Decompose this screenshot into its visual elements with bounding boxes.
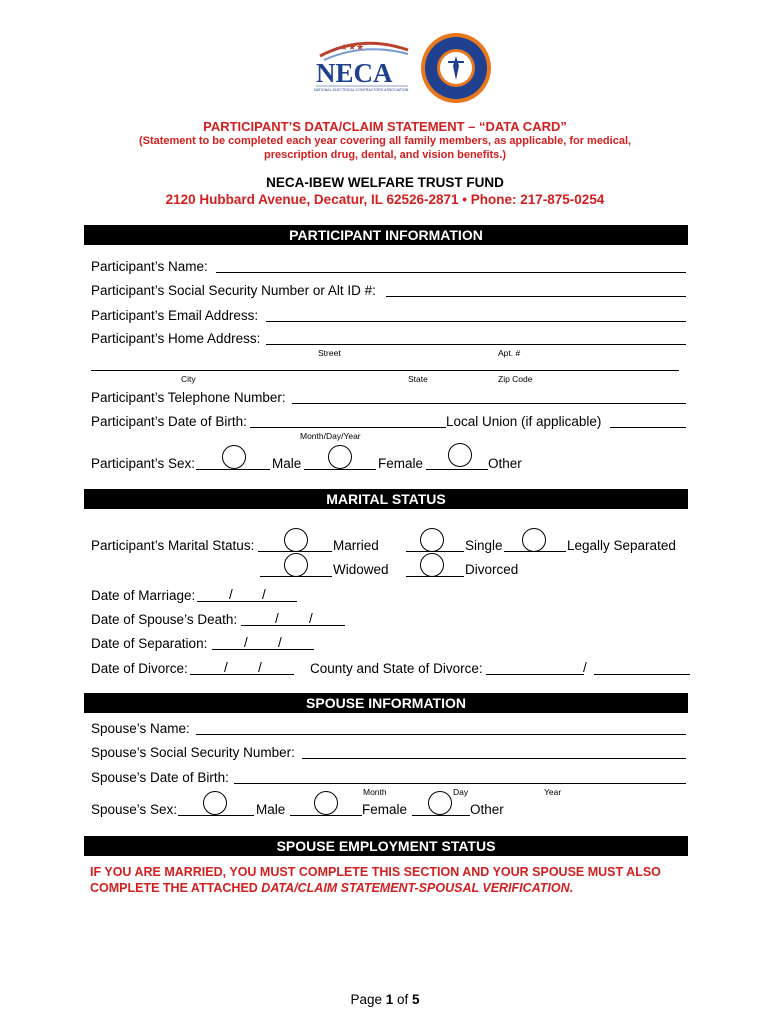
svg-text:★★★: ★★★ (340, 42, 365, 52)
state-divorce-field[interactable] (594, 674, 690, 675)
page-of: of (393, 992, 413, 1007)
section-spouse-employment-status: SPOUSE EMPLOYMENT STATUS (84, 836, 688, 856)
page-number (0, 992, 770, 1007)
divorced-radio[interactable] (420, 553, 444, 577)
single-label: Single (465, 538, 503, 553)
spouse-sex-female-blank (290, 815, 362, 816)
spouse-ssn-field[interactable] (302, 758, 686, 759)
ibew-seal (420, 32, 492, 104)
date-of-marriage-slash-2: / (262, 587, 266, 602)
legally-separated-radio[interactable] (522, 528, 546, 552)
divorce-slash-1: / (224, 660, 228, 675)
sex-male-blank (196, 469, 270, 470)
sex-male-radio[interactable] (222, 445, 246, 469)
spouse-death-slash-2: / (309, 611, 313, 626)
married-notice (90, 864, 690, 896)
spouse-sex-male-blank (178, 815, 254, 816)
spouse-year-hint: Year (544, 787, 562, 797)
widowed-radio[interactable] (284, 553, 308, 577)
participant-sex-label: Participant’s Sex: (91, 456, 196, 471)
spouse-sex-other-label: Other (470, 802, 504, 817)
page-title: PARTICIPANT’S DATA/CLAIM STATEMENT – “DATA CARD” (203, 119, 567, 134)
sex-female-blank (304, 469, 376, 470)
married-radio[interactable] (284, 528, 308, 552)
spouse-sex-other-blank (412, 815, 470, 816)
sex-other-blank (426, 469, 488, 470)
page-prefix: Page (350, 992, 386, 1007)
separation-slash-2: / (278, 635, 282, 650)
participant-phone-label: Participant’s Telephone Number: (91, 390, 286, 405)
subtitle-line-2: prescription drug, dental, and vision benefits.) (263, 149, 507, 161)
county-state-slash: / (583, 660, 587, 675)
divorced-label: Divorced (465, 562, 519, 577)
spouse-sex-female-label: Female (362, 802, 408, 817)
dob-hint: Month/Day/Year (300, 431, 361, 441)
zip-hint: Zip Code (498, 374, 533, 384)
spouse-ssn-label: Spouse’s Social Security Number: (91, 745, 295, 760)
participant-ssn-label: Participant’s Social Security Number or Alt ID #: (91, 283, 376, 298)
participant-email-label: Participant’s Email Address: (91, 308, 259, 323)
logo-text: NECA (316, 58, 393, 88)
divorce-field[interactable] (190, 674, 294, 675)
city-hint: City (181, 374, 196, 384)
participant-phone-field[interactable] (292, 403, 686, 404)
page-total: 5 (412, 992, 420, 1007)
participant-email-field[interactable] (266, 321, 686, 322)
section-participant-information: PARTICIPANT INFORMATION (84, 225, 688, 245)
fund-name: NECA-IBEW WELFARE TRUST FUND (266, 175, 504, 190)
sex-male-label: Male (272, 456, 302, 471)
separation-label: Date of Separation: (91, 636, 208, 651)
participant-street-field[interactable] (266, 344, 686, 345)
local-union-field[interactable] (610, 427, 686, 428)
marital-status-label: Participant’s Marital Status: (91, 538, 255, 553)
participant-dob-field[interactable] (250, 427, 446, 428)
spouse-death-slash-1: / (275, 611, 279, 626)
spouse-day-hint: Day (453, 787, 469, 797)
spouse-sex-label: Spouse’s Sex: (91, 802, 178, 817)
local-union-label: Local Union (if applicable) (446, 414, 602, 429)
county-divorce-field[interactable] (486, 674, 584, 675)
street-hint: Street (318, 348, 341, 358)
date-of-marriage-field[interactable] (197, 601, 297, 602)
notice-text: IF YOU ARE MARRIED, YOU MUST COMPLETE THIS SECTION AND YOUR SPOUSE MUST ALSO COMPLETE THE ATTACHED (90, 865, 661, 895)
subtitle-line-1: (Statement to be completed each year covering all family members, as applicable, for medical, (138, 135, 632, 147)
spouse-sex-other-radio[interactable] (428, 791, 452, 815)
participant-name-field[interactable] (216, 272, 686, 273)
legally-separated-label: Legally Separated (567, 538, 676, 553)
section-marital-status: MARITAL STATUS (84, 489, 688, 509)
married-label: Married (333, 538, 379, 553)
spouse-sex-male-radio[interactable] (203, 791, 227, 815)
participant-ssn-field[interactable] (386, 296, 686, 297)
date-of-marriage-label: Date of Marriage: (91, 588, 196, 603)
fund-address: 2120 Hubbard Avenue, Decatur, IL 62526-2871 • Phone: 217-875-0254 (165, 192, 605, 207)
spouse-death-field[interactable] (241, 625, 345, 626)
spouse-month-hint: Month (363, 787, 387, 797)
participant-city-state-zip-field[interactable] (91, 370, 679, 371)
spousal-verification-reference: DATA/CLAIM STATEMENT-SPOUSAL VERIFICATION (261, 881, 570, 895)
sex-female-radio[interactable] (328, 445, 352, 469)
spouse-sex-female-radio[interactable] (314, 791, 338, 815)
divorce-slash-2: / (258, 660, 262, 675)
spouse-name-field[interactable] (196, 734, 686, 735)
notice-end: . (569, 881, 574, 895)
widowed-label: Widowed (333, 562, 389, 577)
section-spouse-information: SPOUSE INFORMATION (84, 693, 688, 713)
separation-slash-1: / (244, 635, 248, 650)
date-of-marriage-slash-1: / (229, 587, 233, 602)
single-radio[interactable] (420, 528, 444, 552)
spouse-dob-label: Spouse’s Date of Birth: (91, 770, 229, 785)
state-hint: State (408, 374, 428, 384)
divorce-label: Date of Divorce: (91, 661, 188, 676)
sex-other-radio[interactable] (448, 443, 472, 467)
participant-address-label: Participant’s Home Address: (91, 331, 261, 346)
participant-dob-label: Participant’s Date of Birth: (91, 414, 247, 429)
spouse-dob-field[interactable] (234, 783, 686, 784)
spouse-death-label: Date of Spouse’s Death: (91, 612, 238, 627)
spouse-name-label: Spouse’s Name: (91, 721, 190, 736)
sex-female-label: Female (378, 456, 424, 471)
separation-field[interactable] (212, 649, 314, 650)
spouse-sex-male-label: Male (256, 802, 286, 817)
county-state-divorce-label: County and State of Divorce: (310, 661, 483, 676)
sex-other-label: Other (488, 456, 522, 471)
apt-hint: Apt. # (498, 348, 521, 358)
logo-tagline: NATIONAL ELECTRICAL CONTRACTORS ASSOCIATION (314, 88, 409, 92)
page-current: 1 (385, 992, 394, 1007)
participant-name-label: Participant’s Name: (91, 259, 208, 274)
